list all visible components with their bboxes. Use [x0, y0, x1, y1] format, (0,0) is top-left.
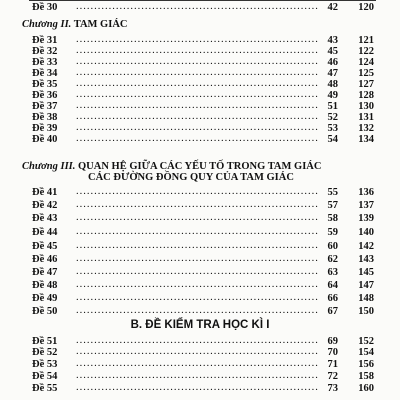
toc-row-page-solution: 147	[358, 280, 374, 291]
toc-row-page-problem: 66	[327, 293, 338, 304]
toc-row-page-problem: 62	[327, 254, 338, 265]
toc-row-label: Đề 48	[32, 280, 58, 291]
toc-row-label: Đề 38	[32, 112, 58, 123]
toc-row[interactable]	[32, 382, 374, 395]
leader-dots	[76, 278, 318, 291]
toc-row-label: Đề 53	[32, 359, 58, 370]
toc-row-label: Đề 41	[32, 187, 58, 198]
toc-row-page-solution: 134	[358, 134, 374, 145]
toc-row-page-solution: 124	[358, 57, 374, 68]
toc-row-label: Đề 40	[32, 134, 58, 145]
leader-dots	[76, 185, 318, 198]
leader-dots	[76, 132, 318, 145]
toc-row-page-problem: 55	[327, 187, 338, 198]
toc-row-page-problem: 54	[327, 134, 338, 145]
toc-row-page-solution: 121	[358, 35, 374, 46]
toc-row[interactable]	[32, 226, 374, 239]
toc-row-page-solution: 158	[358, 371, 374, 382]
toc-row-page-problem: 53	[327, 123, 338, 134]
toc-row-page-problem: 73	[327, 383, 338, 394]
chapter-heading	[22, 18, 127, 31]
toc-row[interactable]	[32, 305, 374, 318]
toc-row-label: Đề 35	[32, 79, 58, 90]
toc-row-page-problem: 60	[327, 241, 338, 252]
toc-row-page-problem: 71	[327, 359, 338, 370]
toc-row-page-solution: 136	[358, 187, 374, 198]
leader-dots	[76, 291, 318, 304]
leader-dots	[76, 198, 318, 211]
toc-row-label: Đề 51	[32, 336, 58, 347]
toc-row-page-solution: 154	[358, 347, 374, 358]
toc-row-page-solution: 137	[358, 200, 374, 211]
toc-row-label: Đề 45	[32, 241, 58, 252]
section-heading: B. ĐỀ KIỂM TRA HỌC KÌ I	[130, 319, 270, 331]
toc-row-label: Đề 39	[32, 123, 58, 134]
toc-row-label: Đề 49	[32, 293, 58, 304]
chapter-prefix: Chương II.	[22, 19, 72, 30]
toc-row-label: Đề 32	[32, 46, 58, 57]
toc-row-page-solution: 139	[358, 213, 374, 224]
toc-row-page-problem: 42	[327, 2, 338, 13]
leader-dots	[76, 304, 318, 317]
toc-row-page-solution: 128	[358, 90, 374, 101]
toc-row-page-solution: 132	[358, 123, 374, 134]
leader-dots	[76, 0, 318, 13]
toc-row-page-solution: 152	[358, 336, 374, 347]
toc-row-page-solution: 140	[358, 227, 374, 238]
toc-row-label: Đề 43	[32, 213, 58, 224]
toc-row-label: Đề 33	[32, 57, 58, 68]
leader-dots	[76, 239, 318, 252]
toc-row-page-solution: 125	[358, 68, 374, 79]
toc-row-page-problem: 57	[327, 200, 338, 211]
toc-row-page-problem: 43	[327, 35, 338, 46]
toc-row-label: Đề 55	[32, 383, 58, 394]
leader-dots	[76, 381, 318, 394]
toc-row-label: Đề 54	[32, 371, 58, 382]
toc-row-label: Đề 50	[32, 306, 58, 317]
toc-row-label: Đề 30	[32, 2, 58, 13]
toc-row-page-solution: 156	[358, 359, 374, 370]
toc-row-label: Đề 34	[32, 68, 58, 79]
toc-row-page-problem: 51	[327, 101, 338, 112]
chapter-title-line-1: QUAN HỆ GIỮA CÁC YẾU TỐ TRONG TAM GIÁC	[78, 161, 322, 172]
toc-row-label: Đề 46	[32, 254, 58, 265]
toc-row-label: Đề 42	[32, 200, 58, 211]
toc-row-page-problem: 64	[327, 280, 338, 291]
toc-row-page-solution: 150	[358, 306, 374, 317]
toc-row-label: Đề 52	[32, 347, 58, 358]
leader-dots	[76, 225, 318, 238]
toc-row-label: Đề 37	[32, 101, 58, 112]
toc-row-page-solution: 145	[358, 267, 374, 278]
toc-row-label: Đề 36	[32, 90, 58, 101]
toc-row-label: Đề 31	[32, 35, 58, 46]
toc-row-page-solution: 122	[358, 46, 374, 57]
toc-row-page-solution: 120	[358, 2, 374, 13]
toc-row-page-problem: 47	[327, 68, 338, 79]
toc-row-page-problem: 72	[327, 371, 338, 382]
toc-row-page-problem: 69	[327, 336, 338, 347]
toc-row-page-problem: 52	[327, 112, 338, 123]
toc-row-page-solution: 130	[358, 101, 374, 112]
chapter-heading-continued	[88, 171, 294, 184]
chapter-prefix: Chương III.	[22, 161, 76, 172]
toc-row-page-solution: 127	[358, 79, 374, 90]
toc-row-page-problem: 49	[327, 90, 338, 101]
toc-row-page-problem: 48	[327, 79, 338, 90]
toc-row-page-solution: 142	[358, 241, 374, 252]
chapter-title-line-2: CÁC ĐƯỜNG ĐỒNG QUY CỦA TAM GIÁC	[88, 172, 294, 183]
leader-dots	[76, 265, 318, 278]
toc-row-label: Đề 44	[32, 227, 58, 238]
toc-row[interactable]	[32, 1, 374, 14]
toc-row[interactable]	[32, 212, 374, 225]
leader-dots	[76, 211, 318, 224]
toc-row-page-problem: 67	[327, 306, 338, 317]
toc-row-page-problem: 70	[327, 347, 338, 358]
chapter-title: TAM GIÁC	[73, 19, 128, 30]
toc-row-page-problem: 59	[327, 227, 338, 238]
leader-dots	[76, 252, 318, 265]
toc-row-page-solution: 160	[358, 383, 374, 394]
toc-row-page-problem: 63	[327, 267, 338, 278]
toc-row-page-solution: 148	[358, 293, 374, 304]
toc-row-page-problem: 58	[327, 213, 338, 224]
toc-row-page-solution: 143	[358, 254, 374, 265]
toc-row-page-problem: 46	[327, 57, 338, 68]
toc-row-label: Đề 47	[32, 267, 58, 278]
toc-row-page-solution: 131	[358, 112, 374, 123]
toc-row-page-problem: 45	[327, 46, 338, 57]
toc-row[interactable]	[32, 133, 374, 146]
